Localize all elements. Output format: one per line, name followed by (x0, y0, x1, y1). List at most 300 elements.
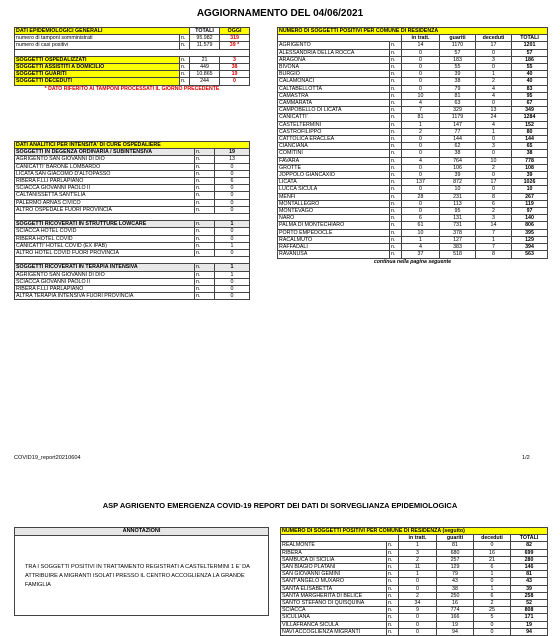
comune-n: n. (387, 607, 399, 614)
comune-guariti: 81 (437, 542, 474, 549)
comune-name: CATTOLICA ERACLEA (278, 136, 390, 143)
footer-report-id: COVID19_report20210604 (14, 455, 81, 461)
comune-totali: 778 (512, 157, 548, 164)
comune-in-tratt: 14 (402, 42, 440, 49)
general-row (15, 35, 250, 42)
comune-in-tratt: 0 (402, 143, 440, 150)
comune-row (281, 614, 548, 621)
comune-name: JOPPOLO GIANCAXIO (278, 172, 390, 179)
comune-totali: 10 (512, 186, 548, 193)
comune-n: n. (390, 236, 402, 243)
comune-deceduti: 8 (476, 251, 512, 258)
comune-row (278, 92, 548, 99)
comune-name: MENFI (278, 193, 390, 200)
comune-deceduti: 0 (474, 578, 511, 585)
comune-row (278, 128, 548, 135)
row-value: 13 (215, 156, 250, 163)
comune-guariti: 872 (440, 179, 476, 186)
comune-totali: 808 (511, 607, 548, 614)
comune-row (278, 222, 548, 229)
analytic-data-table (14, 141, 250, 300)
comune-name: COMITINI (278, 150, 390, 157)
comune-totali: 806 (512, 222, 548, 229)
comune-deceduti: 6 (474, 564, 511, 571)
comune-deceduti: 1 (476, 71, 512, 78)
col-oggi: OGGI (220, 28, 250, 35)
comune-guariti: 764 (440, 157, 476, 164)
comune-deceduti: 0 (474, 542, 511, 549)
comune-n: n. (387, 542, 399, 549)
comune-totali: 144 (512, 136, 548, 143)
row-label: AGRIGENTO SAN GIOVANNI DI DIO (15, 271, 195, 278)
comune-in-tratt: 4 (402, 244, 440, 251)
comune-in-tratt: 37 (402, 251, 440, 258)
comune-deceduti: 5 (474, 614, 511, 621)
row-label: PALERMO ARNAS CIVICO (15, 199, 195, 206)
comune-name: SCIACCA (281, 607, 387, 614)
comune-totali: 95 (512, 92, 548, 99)
row-today: 38 (220, 64, 250, 71)
comune-n: n. (390, 164, 402, 171)
comune-totali: 40 (512, 78, 548, 85)
comune-totali: 1284 (512, 114, 548, 121)
comune-deceduti: 3 (476, 56, 512, 63)
analytic-group-title-row (15, 149, 250, 156)
comune-guariti: 166 (437, 614, 474, 621)
comune-in-tratt: 2 (399, 556, 437, 563)
comune-totali: 699 (511, 549, 548, 556)
comune-n: n. (390, 121, 402, 128)
row-n: n. (195, 199, 215, 206)
comune-totali: 186 (512, 56, 548, 63)
comune-n: n. (390, 49, 402, 56)
row-value: 0 (215, 250, 250, 257)
comune-in-tratt: 7 (402, 107, 440, 114)
comune-n: n. (390, 186, 402, 193)
analytic-row (15, 278, 250, 285)
row-label: AGRIGENTO SAN GIOVANNI DI DIO (15, 156, 195, 163)
comune-guariti: 231 (440, 193, 476, 200)
comune-in-tratt: 0 (402, 71, 440, 78)
comune-deceduti: 21 (474, 556, 511, 563)
comune-totali: 394 (512, 244, 548, 251)
comune-guariti: 774 (437, 607, 474, 614)
comune-row (278, 244, 548, 251)
group-title-value: 19 (215, 149, 250, 156)
row-label: CANICATTI' BARONE LOMBARDO (15, 163, 195, 170)
comune-deceduti: 7 (476, 244, 512, 251)
col-guariti: guariti (437, 535, 474, 542)
comune-row (278, 143, 548, 150)
comune-row (278, 56, 548, 63)
comune-guariti: 16 (437, 600, 474, 607)
row-total: 244 (190, 78, 220, 85)
comune-totali: 38 (512, 150, 548, 157)
comune-guariti: 79 (437, 571, 474, 578)
comune-deceduti: 2 (476, 208, 512, 215)
comuni-subheader-row (278, 35, 548, 42)
annotations-box (14, 527, 269, 616)
comuni-header: NUMERO DI SOGGETTI POSITIVI PER COMUNE DI RESIDENZA (seguito) (281, 528, 548, 535)
row-value: 1 (215, 242, 250, 249)
row-n: n. (195, 178, 215, 185)
col-totali: TOTALI (190, 28, 220, 35)
analytic-row (15, 170, 250, 177)
page-title: AGGIORNAMENTO DEL 04/06/2021 (196, 8, 364, 19)
comune-row (281, 628, 548, 635)
comune-row (281, 556, 548, 563)
row-n: n. (195, 286, 215, 293)
comune-totali: 52 (511, 600, 548, 607)
row-value: 0 (215, 278, 250, 285)
col-intratt: in tratt. (399, 535, 437, 542)
row-value: 0 (215, 235, 250, 242)
col-totali: TOTALI (512, 35, 548, 42)
comune-totali: 43 (511, 578, 548, 585)
comune-n: n. (390, 107, 402, 114)
comune-n: n. (387, 592, 399, 599)
comune-name: CAMASTRA (278, 92, 390, 99)
comune-in-tratt: 1 (399, 571, 437, 578)
comune-totali: 82 (511, 542, 548, 549)
comune-name: BURGIO (278, 71, 390, 78)
comune-deceduti: 2 (476, 78, 512, 85)
general-header: DATI EPIDEMIOLOGICI GENERALI (15, 28, 190, 35)
comune-totali: 81 (511, 571, 548, 578)
comune-n: n. (390, 229, 402, 236)
comune-deceduti: 8 (476, 193, 512, 200)
comuni-header-row (278, 28, 548, 35)
comune-guariti: 257 (437, 556, 474, 563)
comune-name: RAVANUSA (278, 251, 390, 258)
col-deceduti: deceduti (474, 535, 511, 542)
comune-in-tratt: 0 (402, 186, 440, 193)
comune-n: n. (390, 56, 402, 63)
comune-deceduti: 14 (476, 222, 512, 229)
comune-row (278, 229, 548, 236)
general-footnote: * DATO RIFERITO AI TAMPONI PROCESSATI IL GIORNO PRECEDENTE (44, 85, 220, 92)
comune-name: SANT'ANGELO MUXARO (281, 578, 387, 585)
comune-row (278, 78, 548, 85)
subheader-blank (281, 535, 399, 542)
row-n: n. (195, 228, 215, 235)
comune-name: CALAMONACI (278, 78, 390, 85)
row-label: ALTRO HOTEL COVID FUORI PROVINCIA (15, 250, 195, 257)
row-total: 11.579 (190, 42, 220, 49)
comune-guariti: 39 (440, 71, 476, 78)
comune-totali: 65 (512, 143, 548, 150)
comune-deceduti: 4 (476, 85, 512, 92)
comune-row (278, 64, 548, 71)
comune-name: VILLAFRANCA SICULA (281, 621, 387, 628)
comune-n: n. (390, 200, 402, 207)
comune-deceduti: 0 (476, 186, 512, 193)
comune-in-tratt: 81 (402, 114, 440, 121)
comune-totali: 119 (512, 200, 548, 207)
comune-name: RACALMUTO (278, 236, 390, 243)
comune-guariti: 731 (440, 222, 476, 229)
comune-n: n. (387, 556, 399, 563)
comune-totali: 97 (512, 208, 548, 215)
comune-name: AGRIGENTO (278, 42, 390, 49)
analytic-row (15, 228, 250, 235)
comune-in-tratt: 4 (402, 157, 440, 164)
comune-deceduti: 0 (476, 172, 512, 179)
comune-in-tratt: 0 (402, 85, 440, 92)
comune-row (278, 193, 548, 200)
spacer-row (15, 49, 250, 56)
comune-guariti: 129 (437, 564, 474, 571)
comune-deceduti: 3 (476, 215, 512, 222)
comune-n: n. (390, 128, 402, 135)
row-n: n. (195, 235, 215, 242)
row-label: ALTRO OSPEDALE FUORI PROVINCIA (15, 206, 195, 213)
general-footnote-row (15, 85, 250, 92)
comune-n: n. (387, 549, 399, 556)
comune-in-tratt: 1 (399, 542, 437, 549)
comune-in-tratt: 0 (402, 172, 440, 179)
comune-n: n. (390, 114, 402, 121)
comune-in-tratt: 6 (402, 215, 440, 222)
comune-totali: 108 (512, 164, 548, 171)
comune-guariti: 94 (437, 628, 474, 635)
comune-guariti: 113 (440, 200, 476, 207)
row-value: 0 (215, 293, 250, 300)
comune-totali: 280 (511, 556, 548, 563)
col-deceduti: deceduti (476, 35, 512, 42)
comune-name: SANTA MARGHERITA DI BELICE (281, 592, 387, 599)
general-data-table (14, 27, 250, 92)
row-n: n. (195, 185, 215, 192)
comune-n: n. (390, 157, 402, 164)
comune-guariti: 63 (440, 100, 476, 107)
comune-deceduti: 6 (474, 592, 511, 599)
analytic-header: DATI ANALITICI PER INTENSITA' DI CURE OSPEDALIERE (15, 142, 250, 149)
row-label: numero di casi positivi (15, 42, 180, 49)
comune-name: PORTO EMPEDOCLE (278, 229, 390, 236)
subheader-blank (278, 35, 402, 42)
comune-guariti: 106 (440, 164, 476, 171)
comune-name: BIVONA (278, 64, 390, 71)
comune-row (278, 121, 548, 128)
row-label: CANICATTI' HOTEL COVID (EX IPAB) (15, 242, 195, 249)
comuni-table (277, 27, 548, 265)
analytic-row (15, 286, 250, 293)
col-intratt: in tratt. (402, 35, 440, 42)
comune-guariti: 127 (440, 236, 476, 243)
col-guariti: guariti (440, 35, 476, 42)
row-label: RIBERA HOTEL COVID (15, 235, 195, 242)
row-n: n. (195, 271, 215, 278)
analytic-row (15, 163, 250, 170)
comune-name: NARO (278, 215, 390, 222)
row-today: 39 * (220, 42, 250, 49)
comune-deceduti: 1 (476, 236, 512, 243)
row-n: n. (180, 35, 190, 42)
comune-row (278, 100, 548, 107)
row-label: SCIACCA GIOVANNI PAOLO II (15, 185, 195, 192)
comune-totali: 83 (512, 85, 548, 92)
row-total: 95.982 (190, 35, 220, 42)
comune-deceduti: 1 (474, 585, 511, 592)
comuni-subheader-row (281, 535, 548, 542)
comune-totali: 267 (512, 193, 548, 200)
comune-in-tratt: 0 (402, 78, 440, 85)
row-value: 0 (215, 185, 250, 192)
comune-deceduti: 2 (474, 600, 511, 607)
comune-row (281, 621, 548, 628)
spacer-row (15, 257, 250, 264)
comune-in-tratt: 0 (402, 64, 440, 71)
comune-guariti: 38 (440, 78, 476, 85)
comune-guariti: 81 (440, 92, 476, 99)
row-value: 0 (215, 206, 250, 213)
comune-row (278, 200, 548, 207)
row-value: 0 (215, 192, 250, 199)
spacer-cell (15, 214, 250, 221)
row-label: CALTANISSETTA SANT'ELIA (15, 192, 195, 199)
comune-guariti: 19 (437, 621, 474, 628)
comune-in-tratt: 0 (399, 621, 437, 628)
row-label: RIBERA F.LLI PARLAPIANO (15, 286, 195, 293)
row-label: SOGGETTI GUARITI (15, 71, 180, 78)
comune-in-tratt: 10 (402, 92, 440, 99)
comune-in-tratt: 0 (399, 628, 437, 635)
row-n: n. (180, 78, 190, 85)
comune-name: CIANCIANA (278, 143, 390, 150)
comune-row (281, 607, 548, 614)
comune-deceduti: 0 (476, 49, 512, 56)
comune-name: SANTA ELISABETTA (281, 585, 387, 592)
analytic-row (15, 206, 250, 213)
comune-in-tratt: 2 (399, 592, 437, 599)
comune-in-tratt: 9 (399, 607, 437, 614)
comune-n: n. (387, 628, 399, 635)
analytic-row (15, 242, 250, 249)
comune-name: SANTO STEFANO DI QUISQUINA (281, 600, 387, 607)
row-label: ALTRA TERAPIA INTENSIVA FUORI PROVINCIA (15, 293, 195, 300)
comune-row (278, 150, 548, 157)
comune-deceduti: 13 (476, 107, 512, 114)
spacer-cell (15, 257, 250, 264)
spacer-cell (15, 49, 250, 56)
comune-totali: 39 (512, 172, 548, 179)
comune-n: n. (390, 172, 402, 179)
comune-name: SAN BIAGIO PLATANI (281, 564, 387, 571)
comune-row (278, 114, 548, 121)
comune-n: n. (387, 621, 399, 628)
comune-row (281, 578, 548, 585)
comune-in-tratt: 137 (402, 179, 440, 186)
comune-deceduti: 0 (474, 628, 511, 635)
comune-guariti: 183 (440, 56, 476, 63)
comune-totali: 258 (511, 592, 548, 599)
footer-page-number: 1/2 (522, 455, 530, 461)
row-n: n. (195, 278, 215, 285)
comune-in-tratt: 0 (399, 585, 437, 592)
comune-name: GROTTE (278, 164, 390, 171)
comune-row (278, 236, 548, 243)
comune-guariti: 1179 (440, 114, 476, 121)
comune-in-tratt: 0 (402, 208, 440, 215)
comune-totali: 67 (512, 100, 548, 107)
general-subject-row (15, 78, 250, 85)
comune-in-tratt: 1 (402, 121, 440, 128)
comune-row (278, 85, 548, 92)
comune-in-tratt: 4 (402, 100, 440, 107)
comune-totali: 171 (511, 614, 548, 621)
comune-deceduti: 7 (476, 229, 512, 236)
comune-n: n. (390, 42, 402, 49)
row-value: 0 (215, 170, 250, 177)
comune-guariti: 38 (440, 150, 476, 157)
comune-deceduti: 24 (476, 114, 512, 121)
row-n: n. (195, 192, 215, 199)
comune-in-tratt: 0 (402, 150, 440, 157)
continua-note: continua nella pagina seguente (373, 258, 452, 265)
comune-in-tratt: 0 (402, 136, 440, 143)
row-label: SCIACCA HOTEL COVID (15, 228, 195, 235)
annotations-text: TRA I SOGGETTI POSITIVI IN TRATTAMENTO REGISTRATI A CASTELTERMINI 1 E' DA ATTRIBUIRE A MIGRANTI ISOLATI PRESSO IL CENTRO ACCOGLIENZA LA GRANDE FAMIGLIA (25, 564, 250, 588)
comune-totali: 19 (511, 621, 548, 628)
comune-row (281, 542, 548, 549)
comune-n: n. (390, 222, 402, 229)
comune-row (278, 251, 548, 258)
row-today: 3 (220, 56, 250, 63)
comune-deceduti: 4 (476, 92, 512, 99)
row-label: SOGGETTI ASSISTITI A DOMICILIO (15, 64, 180, 71)
comune-deceduti: 10 (476, 157, 512, 164)
row-value: 0 (215, 286, 250, 293)
comune-n: n. (387, 564, 399, 571)
row-n: n. (195, 170, 215, 177)
row-total: 21 (190, 56, 220, 63)
comune-in-tratt: 0 (399, 614, 437, 621)
general-subject-row (15, 56, 250, 63)
comune-name: NAVI ACCOGLIENZA MIGRANTI (281, 628, 387, 635)
analytic-row (15, 271, 250, 278)
comune-totali: 140 (512, 215, 548, 222)
comune-deceduti: 17 (476, 179, 512, 186)
group-title-label: SOGGETTI IN DEGENZA ORDINARIA / SUBINTENSIVA (15, 149, 195, 156)
comune-guariti: 38 (437, 585, 474, 592)
row-value: 1 (215, 271, 250, 278)
comune-in-tratt: 11 (399, 564, 437, 571)
analytic-group-title-row (15, 264, 250, 271)
comune-guariti: 144 (440, 136, 476, 143)
spacer-row (15, 214, 250, 221)
row-n: n. (195, 293, 215, 300)
general-subject-row (15, 71, 250, 78)
comune-totali: 1026 (512, 179, 548, 186)
comune-guariti: 95 (440, 208, 476, 215)
comune-in-tratt: 2 (402, 128, 440, 135)
comune-in-tratt: 10 (402, 229, 440, 236)
comune-totali: 94 (511, 628, 548, 635)
comune-row (281, 585, 548, 592)
comune-row (278, 107, 548, 114)
group-title-n: n. (195, 264, 215, 271)
comune-totali: 39 (511, 585, 548, 592)
comune-name: CASTROFILIPPO (278, 128, 390, 135)
comuni-header-row (281, 528, 548, 535)
comune-deceduti: 0 (476, 64, 512, 71)
comune-row (278, 164, 548, 171)
comune-name: CAMMARATA (278, 100, 390, 107)
group-title-value: 1 (215, 221, 250, 228)
comune-n: n. (390, 150, 402, 157)
comune-row (278, 71, 548, 78)
